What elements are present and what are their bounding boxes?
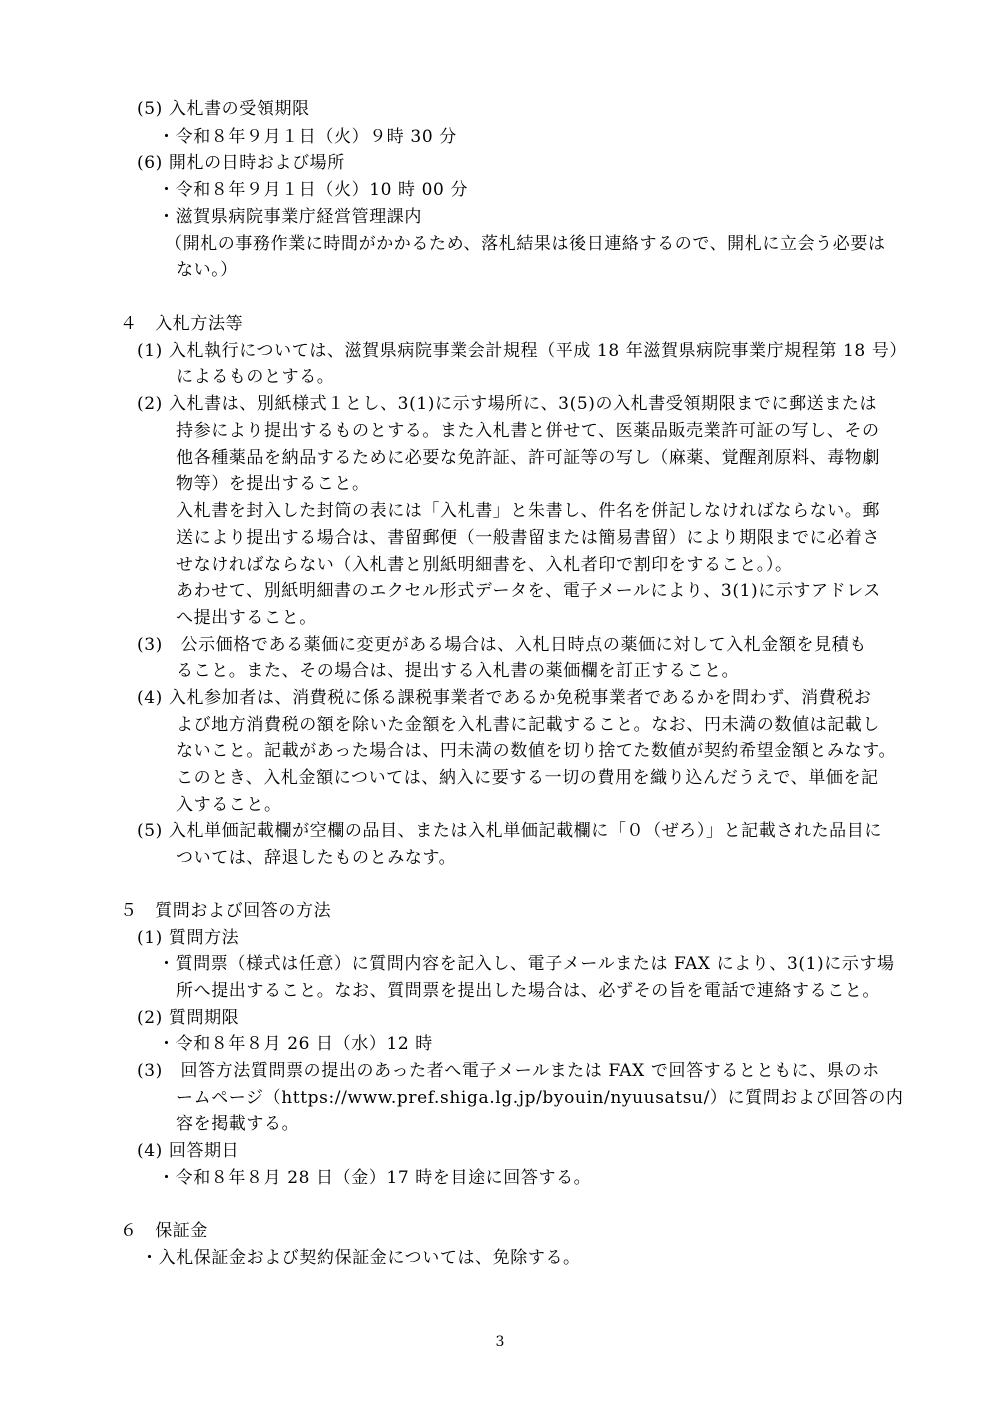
item-4-2-line: あわせて、別紙明細書のエクセル形式データを、電子メールにより、3(1)に示すアドレス xyxy=(176,581,881,601)
item-4-3-line: ること。また、その場合は、提出する入札書の薬価欄を訂正すること。 xyxy=(176,661,740,681)
item-3-6-note-line: ない。） xyxy=(176,260,238,280)
item-5-3-line: ームページ（https://www.pref.shiga.lg.jp/byouin/nyuusatsu/）に質問および回答の内 xyxy=(176,1088,904,1108)
item-3-6-heading: (6) 開札の日時および場所 xyxy=(137,153,345,173)
item-3-6-datetime: ・令和８年９月１日（火）10 時 00 分 xyxy=(158,180,469,200)
item-4-4-line: ないこと。記載があった場合は、円未満の数値を切り捨てた数値が契約希望金額とみなす。 xyxy=(176,741,897,761)
item-4-3-line: (3) 公示価格である薬価に変更がある場合は、入札日時点の薬価に対して入札金額を見積も xyxy=(137,635,867,655)
item-4-1-line: (1) 入札執行については、滋賀県病院事業会計規程（平成 18 年滋賀県病院事業庁規程第 18 号） xyxy=(137,341,908,361)
item-3-6-place: ・滋賀県病院事業庁経営管理課内 xyxy=(158,207,422,227)
item-4-1-line: によるものとする。 xyxy=(176,367,335,387)
item-5-3-line: 容を掲載する。 xyxy=(176,1114,300,1134)
item-4-2-line: 送により提出する場合は、書留郵便（一般書留または簡易書留）により期限までに必着さ xyxy=(176,528,880,548)
section-4-heading: ４ 入札方法等 xyxy=(120,314,244,334)
section-5-heading: ５ 質問および回答の方法 xyxy=(120,901,332,921)
item-5-1-line: 所へ提出すること。なお、質問票を提出した場合は、必ずその旨を電話で連絡すること。 xyxy=(176,981,880,1001)
item-3-6-note-line: （開札の事務作業に時間がかかるため、落札結果は後日連絡するので、開札に立会う必要は xyxy=(165,234,886,254)
item-4-2-line: 物等）を提出すること。 xyxy=(176,474,370,494)
item-5-1-heading: (1) 質問方法 xyxy=(137,928,240,948)
item-3-5-deadline: ・令和８年９月１日（火）９時 30 分 xyxy=(158,127,457,147)
item-4-2-line: (2) 入札書は、別紙様式１とし、3(1)に示す場所に、3(5)の入札書受領期限までに郵送または xyxy=(137,394,878,414)
item-5-4-answer-date: ・令和８年８月 28 日（金）17 時を目途に回答する。 xyxy=(158,1168,592,1188)
item-4-4-line: このとき、入札金額については、納入に要する一切の費用を織り込んだうえで、単価を記 xyxy=(176,768,879,788)
item-4-4-line: (4) 入札参加者は、消費税に係る課税事業者であるか免税事業者であるかを問わず、消費税お xyxy=(137,688,872,708)
item-5-3-line: (3) 回答方法質問票の提出のあった者へ電子メールまたは FAX で回答するとともに、県のホ xyxy=(137,1061,880,1081)
page-number: 3 xyxy=(495,1334,505,1350)
item-4-2-line: へ提出すること。 xyxy=(176,608,317,628)
item-4-5-line: (5) 入札単価記載欄が空欄の品目、または入札単価記載欄に「０（ぜろ）」と記載された品目に xyxy=(137,821,882,841)
item-3-5-heading: (5) 入札書の受領期限 xyxy=(137,99,310,119)
item-4-2-line: 入札書を封入した封筒の表には「入札書」と朱書し、件名を併記しなければならない。郵 xyxy=(176,501,880,521)
item-5-2-heading: (2) 質問期限 xyxy=(137,1008,240,1028)
item-4-4-line: よび地方消費税の額を除いた金額を入札書に記載すること。なお、円未満の数値は記載し xyxy=(176,715,880,735)
item-4-4-line: 入すること。 xyxy=(176,795,282,815)
section-6-heading: ６ 保証金 xyxy=(120,1221,208,1241)
section-6-bullet: ・入札保証金および契約保証金については、免除する。 xyxy=(141,1248,581,1268)
item-4-2-line: 他各種薬品を納品するために必要な免許証、許可証等の写し（麻薬、覚醒剤原料、毒物劇 xyxy=(176,448,880,468)
item-5-4-heading: (4) 回答期日 xyxy=(137,1141,240,1161)
item-4-2-line: 持参により提出するものとする。また入札書と併せて、医薬品販売業許可証の写し、その xyxy=(176,421,880,441)
item-5-1-line: ・質問票（様式は任意）に質問内容を記入し、電子メールまたは FAX により、3(1)に示す場 xyxy=(158,954,895,974)
item-5-2-deadline: ・令和８年８月 26 日（水）12 時 xyxy=(158,1034,433,1054)
item-4-5-line: ついては、辞退したものとみなす。 xyxy=(176,848,457,868)
item-4-2-line: せなければならない（入札書と別紙明細書を、入札者印で割印をすること。）。 xyxy=(176,555,793,575)
